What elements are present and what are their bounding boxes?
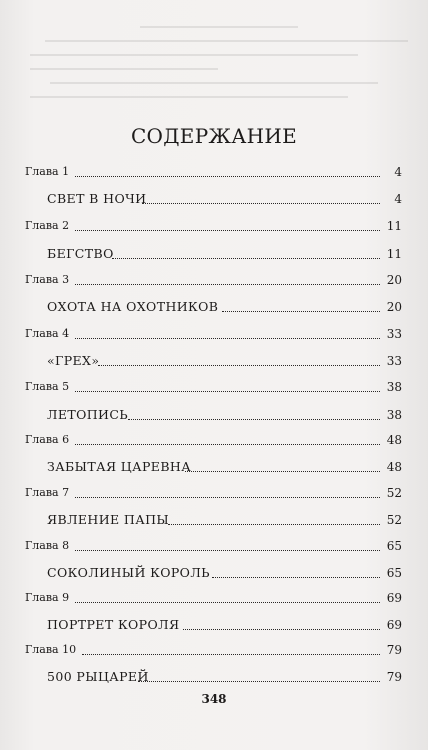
toc-label: СВЕТ В НОЧИ	[47, 191, 147, 206]
toc-page: 48	[386, 460, 402, 474]
toc-row	[0, 457, 428, 477]
toc-page: 79	[386, 643, 402, 657]
toc-row	[0, 563, 428, 583]
toc-page: 69	[386, 591, 402, 605]
toc-label: БЕГСТВО	[47, 246, 114, 261]
toc-label: Глава 8	[25, 539, 70, 552]
toc-page: 33	[386, 354, 402, 368]
toc-label: Глава 5	[25, 380, 70, 393]
toc-label: ЗАБЫТАЯ ЦАРЕВНА	[47, 459, 192, 474]
toc-page: 38	[386, 380, 402, 394]
toc-page: 33	[386, 327, 402, 341]
page-number: 348	[201, 692, 227, 706]
toc-page: 79	[386, 670, 402, 684]
toc-label: ОХОТА НА ОХОТНИКОВ	[47, 299, 219, 314]
toc-row	[0, 216, 428, 236]
toc-page: 20	[386, 300, 402, 314]
toc-page: 52	[386, 513, 402, 527]
toc-leader	[75, 176, 380, 177]
toc-page: 4	[394, 165, 402, 179]
toc-page: 20	[386, 273, 402, 287]
toc-row	[0, 377, 428, 397]
toc-leader	[222, 311, 380, 312]
toc-leader	[98, 365, 380, 366]
toc-page: 48	[386, 433, 402, 447]
toc-row	[0, 405, 428, 425]
toc-leader	[82, 654, 380, 655]
toc-label: ПОРТРЕТ КОРОЛЯ	[47, 617, 180, 632]
toc-leader	[75, 444, 380, 445]
toc-label: Глава 1	[25, 165, 70, 178]
toc-label: «ГРЕХ»	[47, 353, 100, 368]
toc-page: 69	[386, 618, 402, 632]
toc-row	[0, 244, 428, 264]
toc-page: 65	[386, 566, 402, 580]
toc-row	[0, 615, 428, 635]
toc-page: 11	[386, 219, 402, 233]
toc-leader	[75, 338, 380, 339]
toc-label: Глава 4	[25, 327, 70, 340]
toc-row	[0, 640, 428, 660]
toc-leader	[185, 471, 380, 472]
toc-label: Глава 3	[25, 273, 70, 286]
toc-label: СОКОЛИНЫЙ КОРОЛЬ	[47, 565, 210, 580]
toc-leader	[75, 497, 380, 498]
toc-row	[0, 324, 428, 344]
toc-row	[0, 351, 428, 371]
toc-leader	[75, 391, 380, 392]
toc-leader	[75, 284, 380, 285]
toc-leader	[142, 203, 380, 204]
toc-page: 65	[386, 539, 402, 553]
toc-leader	[168, 524, 380, 525]
toc-row	[0, 588, 428, 608]
toc-page: 11	[386, 247, 402, 261]
toc-page: 38	[386, 408, 402, 422]
toc-label: ЯВЛЕНИЕ ПАПЫ	[47, 512, 170, 527]
toc-row	[0, 430, 428, 450]
toc-leader	[112, 258, 380, 259]
toc-label: Глава 9	[25, 591, 70, 604]
toc-leader	[128, 419, 380, 420]
toc-leader	[75, 550, 380, 551]
toc-leader	[75, 602, 380, 603]
toc-page: 52	[386, 486, 402, 500]
toc-row	[0, 189, 428, 209]
toc-row	[0, 270, 428, 290]
toc-leader	[138, 681, 380, 682]
toc-label: Глава 2	[25, 219, 70, 232]
toc-label: ЛЕТОПИСЬ	[47, 407, 129, 422]
toc-row	[0, 483, 428, 503]
toc-row	[0, 297, 428, 317]
toc-leader	[75, 230, 380, 231]
toc-row	[0, 536, 428, 556]
toc-label: Глава 10	[25, 643, 77, 656]
toc-leader	[212, 577, 380, 578]
toc-row	[0, 667, 428, 687]
toc-row	[0, 162, 428, 182]
toc-page: 4	[394, 192, 402, 206]
toc-label: 500 РЫЦАРЕЙ	[47, 669, 149, 684]
toc-leader	[183, 629, 380, 630]
toc-label: Глава 6	[25, 433, 70, 446]
toc-row	[0, 510, 428, 530]
toc-label: Глава 7	[25, 486, 70, 499]
page-title: СОДЕРЖАНИЕ	[130, 124, 298, 148]
